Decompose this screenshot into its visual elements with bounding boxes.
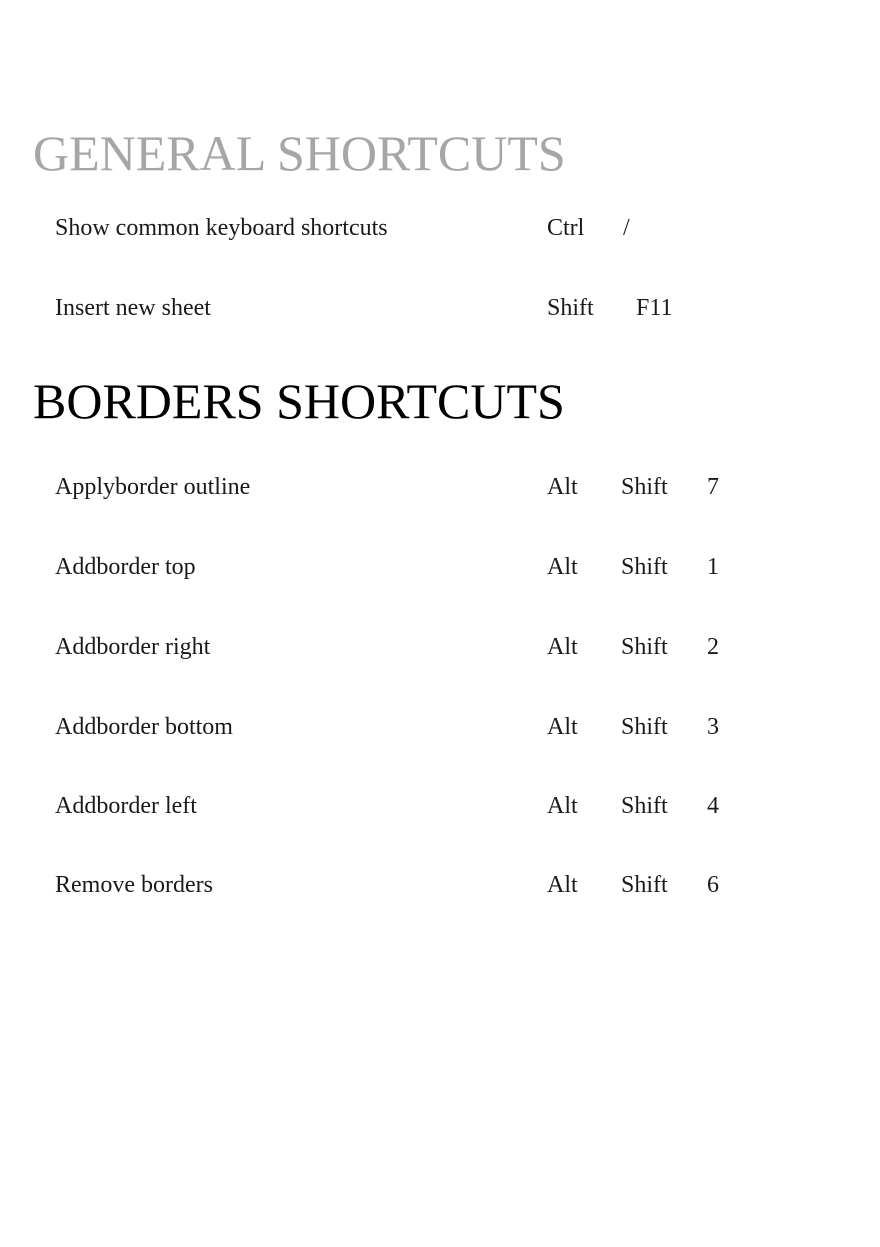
shortcut-row bbox=[0, 791, 880, 821]
shortcut-key: Shift bbox=[621, 872, 668, 898]
shortcut-description: Insert new sheet bbox=[55, 295, 211, 321]
shortcut-key: Shift bbox=[621, 714, 668, 740]
shortcut-description: Applyborder outline bbox=[55, 474, 251, 500]
shortcut-key: 4 bbox=[707, 793, 719, 819]
shortcut-description: Addborder bottom bbox=[55, 714, 233, 740]
shortcut-description: Addborder left bbox=[55, 793, 197, 819]
shortcut-key: 7 bbox=[707, 474, 719, 500]
shortcut-description: Remove borders bbox=[55, 872, 213, 898]
shortcut-key: Shift bbox=[621, 474, 668, 500]
shortcut-key: Alt bbox=[547, 474, 578, 500]
shortcut-row bbox=[0, 870, 880, 900]
shortcut-key: 3 bbox=[707, 714, 719, 740]
shortcut-key: Ctrl bbox=[547, 215, 585, 241]
shortcut-description: Addborder right bbox=[55, 634, 211, 660]
shortcut-key: Alt bbox=[547, 872, 578, 898]
shortcut-key: 6 bbox=[707, 872, 719, 898]
shortcut-key: Shift bbox=[621, 793, 668, 819]
shortcut-key: Alt bbox=[547, 634, 578, 660]
borders-shortcuts-heading: BORDERS SHORTCUTS bbox=[33, 373, 565, 429]
shortcut-key: Alt bbox=[547, 714, 578, 740]
shortcut-key: Shift bbox=[621, 634, 668, 660]
shortcut-key: 1 bbox=[707, 554, 719, 580]
shortcut-key: F11 bbox=[636, 295, 673, 321]
shortcut-row bbox=[0, 632, 880, 662]
shortcut-row bbox=[0, 293, 880, 323]
shortcut-description: Show common keyboard shortcuts bbox=[55, 215, 388, 241]
shortcut-key: 2 bbox=[707, 634, 719, 660]
general-shortcuts-heading: GENERAL SHORTCUTS bbox=[33, 125, 566, 181]
shortcut-description: Addborder top bbox=[55, 554, 196, 580]
shortcut-key: Shift bbox=[621, 554, 668, 580]
shortcut-row bbox=[0, 472, 880, 502]
shortcut-row bbox=[0, 712, 880, 742]
shortcut-row bbox=[0, 213, 880, 243]
shortcut-key: / bbox=[623, 215, 630, 241]
shortcut-key: Alt bbox=[547, 793, 578, 819]
shortcut-row bbox=[0, 552, 880, 582]
shortcut-key: Alt bbox=[547, 554, 578, 580]
shortcut-key: Shift bbox=[547, 295, 594, 321]
